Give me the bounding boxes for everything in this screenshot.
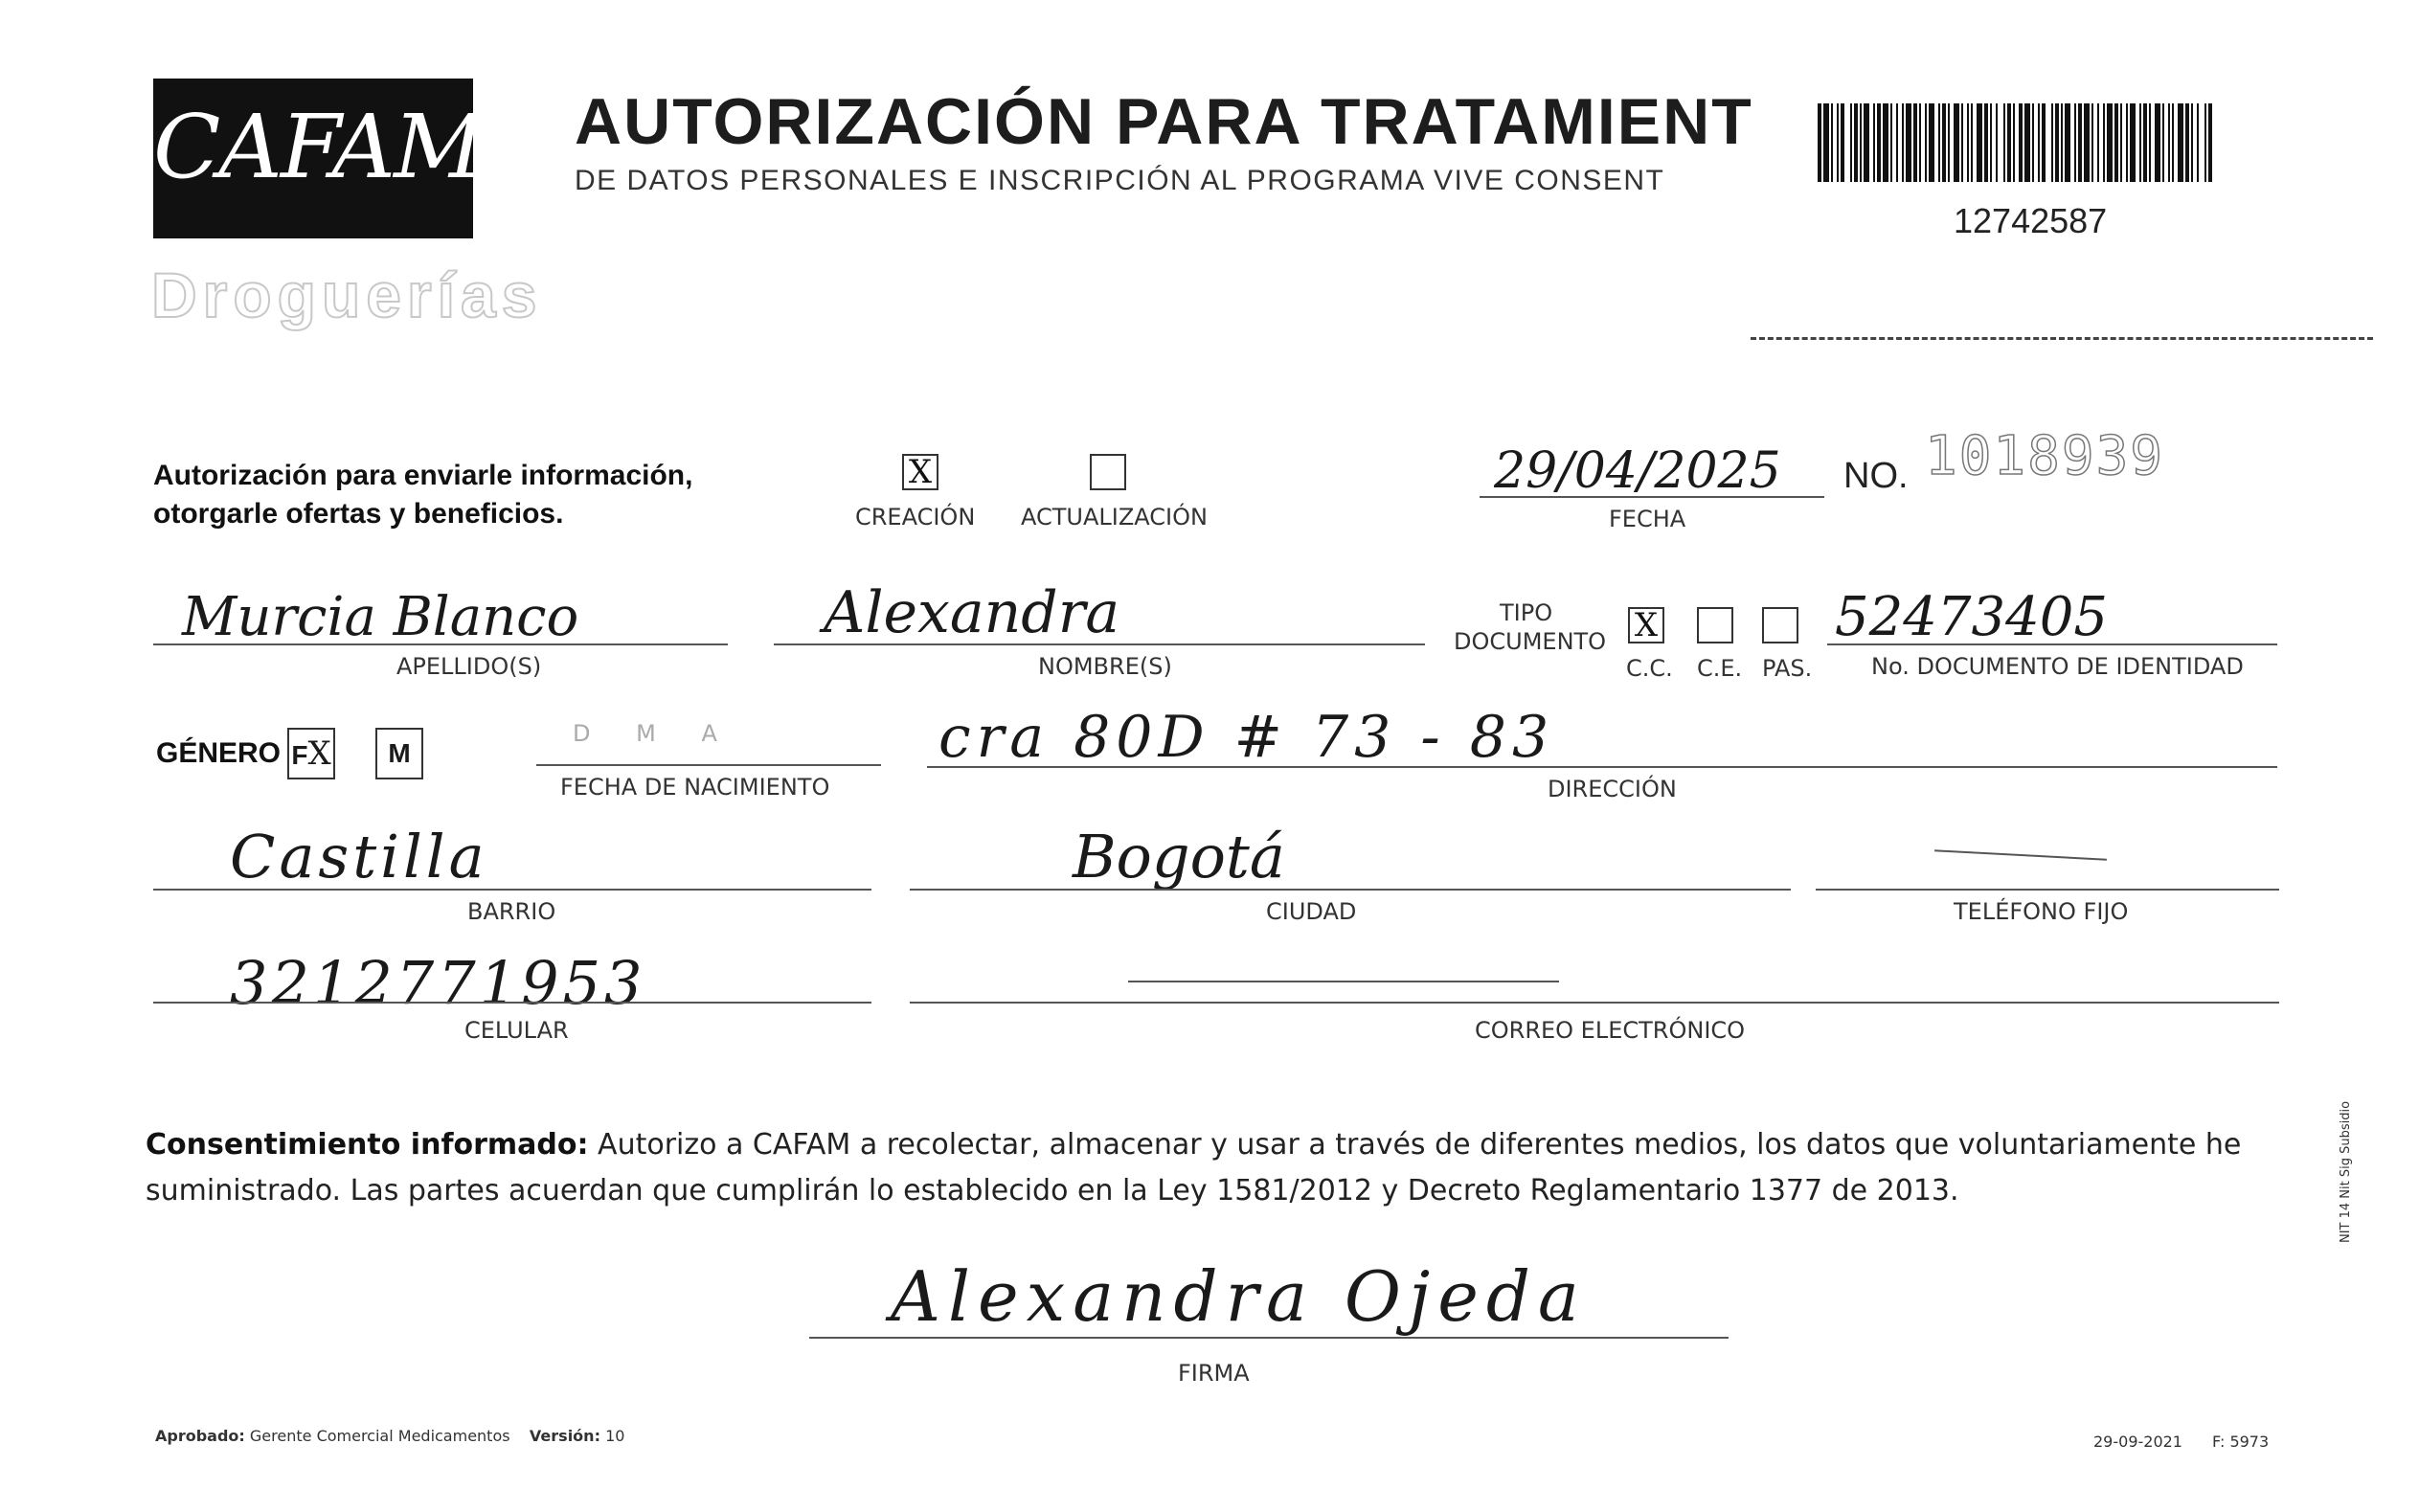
barcode-bar [2032, 103, 2034, 182]
aprobado-label: Aprobado: [155, 1427, 245, 1445]
nombres-line [774, 643, 1425, 645]
barcode-number: 12742587 [1954, 201, 2108, 240]
fecha-nacimiento-template: D M A [573, 720, 736, 747]
tipo-documento-label-2: DOCUMENTO [1454, 628, 1607, 655]
barcode-bar [2038, 103, 2040, 182]
barcode-bar [2114, 103, 2118, 182]
barcode-bar [2197, 103, 2199, 182]
tipo-documento-label-1: TIPO [1500, 599, 1553, 626]
documento-value: 52473405 [1835, 586, 2109, 648]
fecha-nacimiento-line [536, 764, 881, 766]
barcode-bar [1948, 103, 1950, 182]
barcode-bar [2168, 103, 2170, 182]
cc-label: C.C. [1626, 655, 1673, 682]
barcode-bar [1841, 103, 1844, 182]
ciudad-label: CIUDAD [1266, 898, 1357, 925]
footer-date: 29-09-2021 [2093, 1433, 2182, 1451]
barcode-bar [2107, 103, 2113, 182]
barcode-bar [1990, 103, 1992, 182]
correo-dash [1128, 981, 1559, 982]
form-number: 1018939 [1925, 425, 2165, 487]
actualizacion-checkbox[interactable] [1090, 454, 1126, 490]
barcode-bar [1854, 103, 1858, 182]
barcode-bar [1823, 103, 1829, 182]
barcode-bar [2172, 103, 2174, 182]
genero-label: GÉNERO [156, 737, 282, 769]
barcode-bar [2091, 103, 2093, 182]
barcode-bar [2103, 103, 2105, 182]
barcode-bar [2178, 103, 2183, 182]
barcode-bar [2042, 103, 2046, 182]
barcode-bar [2155, 103, 2160, 182]
fecha-line [1480, 496, 1824, 498]
barcode-bar [2055, 103, 2059, 182]
barcode-bar [1996, 103, 1998, 182]
correo-label: CORREO ELECTRÓNICO [1475, 1017, 1746, 1044]
direccion-label: DIRECCIÓN [1548, 776, 1677, 802]
barcode-bar [1890, 103, 1892, 182]
creacion-label: CREACIÓN [855, 504, 976, 530]
ce-checkbox[interactable] [1697, 607, 1733, 643]
signature-line [809, 1337, 1729, 1339]
barcode-bar [2208, 103, 2212, 182]
barcode-bar [2120, 103, 2122, 182]
barcode-bar [2065, 103, 2070, 182]
barcode-bar [2061, 103, 2063, 182]
barcode-bar [1850, 103, 1852, 182]
barrio-value: Castilla [230, 822, 488, 891]
version-value: 10 [605, 1427, 625, 1445]
barcode-bar [1906, 103, 1911, 182]
cc-checkbox[interactable]: X [1628, 607, 1664, 643]
barcode-bar [2003, 103, 2005, 182]
consent-text: Autorizo a CAFAM a recolectar, almacenar y usar a través de diferentes medios, los datos que voluntariamente he suministrado. Las partes acuerdan que cumplirán lo establecido en la Ley 1581/2012 y Decreto Reglamentario 1377 de 2013. [146, 1128, 2242, 1207]
barcode-bar [2084, 103, 2090, 182]
version-label: Versión: [529, 1427, 600, 1445]
signature-label: FIRMA [1178, 1360, 1250, 1387]
vertical-side-text: NIT 14 Nit Sig Subsidio [2339, 1100, 2353, 1243]
celular-value: 3212771953 [230, 948, 646, 1018]
barcode-bar [2074, 103, 2076, 182]
barcode-bar [1942, 103, 1946, 182]
footer-form-code: F: 5973 [2212, 1433, 2270, 1451]
aprobado-value: Gerente Comercial Medicamentos [249, 1427, 510, 1445]
logo-subtext: Droguerías [151, 260, 543, 330]
barcode-bar [2130, 103, 2136, 182]
fecha-nacimiento-label: FECHA DE NACIMIENTO [560, 774, 830, 801]
f-label: F [291, 740, 308, 770]
barcode-bar [2139, 103, 2141, 182]
form-title: AUTORIZACIÓN PARA TRATAMIENT [575, 85, 1753, 158]
barcode-bar [2149, 103, 2151, 182]
m-label: M [388, 738, 411, 768]
ciudad-line [910, 889, 1791, 891]
signature-value: Alexandra Ojeda [891, 1256, 1587, 1337]
barcode-bar [2051, 103, 2053, 182]
barcode-bar [1837, 103, 1839, 182]
barcode-bar [2204, 103, 2206, 182]
barrio-label: BARRIO [467, 898, 556, 925]
dashed-divider [1751, 337, 2373, 340]
nombres-value: Alexandra [824, 579, 1120, 646]
ce-label: C.E. [1697, 655, 1743, 682]
f-checkbox[interactable] [287, 728, 335, 779]
barcode-bar [1864, 103, 1869, 182]
logo-text: CAFAM [153, 96, 483, 198]
form-subtitle: DE DATOS PERSONALES E INSCRIPCIÓN AL PROGRAMA VIVE CONSENT [575, 165, 1665, 196]
telefono-dash [1934, 849, 2107, 860]
fecha-value: 29/04/2025 [1494, 442, 1781, 500]
documento-line [1827, 643, 2277, 645]
barcode-bar [1873, 103, 1875, 182]
pas-checkbox[interactable] [1762, 607, 1798, 643]
direccion-line [927, 766, 2277, 768]
barcode-bar [1913, 103, 1917, 182]
m-checkbox[interactable] [375, 728, 423, 779]
no-label: NO. [1843, 456, 1909, 496]
apellidos-line [153, 643, 728, 645]
barcode-bar [2191, 103, 2193, 182]
barrio-line [153, 889, 871, 891]
barcode-bar [2078, 103, 2082, 182]
barcode-bar [1925, 103, 1927, 182]
consent-paragraph [146, 1122, 2291, 1214]
pas-label: PAS. [1762, 655, 1813, 682]
ciudad-value: Bogotá [1073, 822, 1285, 891]
barcode-bar [2143, 103, 2147, 182]
barcode-bar [2013, 103, 2015, 182]
barcode-bar [1877, 103, 1881, 182]
authorization-line-1: Autorización para enviarle información, [153, 460, 693, 491]
telefono-label: TELÉFONO FIJO [1954, 898, 2129, 925]
barcode-bar [1977, 103, 1982, 182]
barcode-bar [1896, 103, 1898, 182]
barcode-bar [1919, 103, 1921, 182]
barcode-bar [2024, 103, 2030, 182]
documento-label: No. DOCUMENTO DE IDENTIDAD [1871, 653, 2244, 680]
barcode-bar [1967, 103, 1969, 182]
barcode-bar [1902, 103, 1904, 182]
authorization-line-2: otorgarle ofertas y beneficios. [153, 498, 564, 530]
barcode-bar [2007, 103, 2011, 182]
barcode-bar [2162, 103, 2164, 182]
barcode-bar [1971, 103, 1973, 182]
direccion-value: cra 80D # 73 - 83 [938, 704, 1555, 771]
celular-label: CELULAR [464, 1017, 569, 1044]
correo-line [910, 1002, 2279, 1004]
barcode-bar [2019, 103, 2023, 182]
celular-line [153, 1002, 871, 1004]
apellidos-value: Murcia Blanco [182, 586, 579, 648]
barcode-bar [1984, 103, 1988, 182]
barcode-bar [1831, 103, 1833, 182]
actualizacion-label: ACTUALIZACIÓN [1021, 504, 1208, 530]
consent-heading: Consentimiento informado: [146, 1128, 589, 1162]
telefono-line [1816, 889, 2279, 891]
f-mark: X [307, 734, 331, 773]
barcode-bar [1954, 103, 1959, 182]
barcode-bar [1938, 103, 1940, 182]
barcode-bar [1961, 103, 1963, 182]
barcode-bar [2185, 103, 2189, 182]
barcode-bar [1818, 103, 1821, 182]
fecha-label: FECHA [1609, 506, 1686, 532]
footer-approval [155, 1427, 624, 1445]
apellidos-label: APELLIDO(S) [396, 653, 542, 680]
barcode-bar [1883, 103, 1888, 182]
barcode-bar [1929, 103, 1934, 182]
creacion-checkbox[interactable]: X [902, 454, 938, 490]
nombres-label: NOMBRE(S) [1038, 653, 1172, 680]
barcode-bar [1860, 103, 1862, 182]
barcode-bar [2126, 103, 2128, 182]
barcode [1818, 103, 2212, 182]
barcode-bar [2097, 103, 2099, 182]
